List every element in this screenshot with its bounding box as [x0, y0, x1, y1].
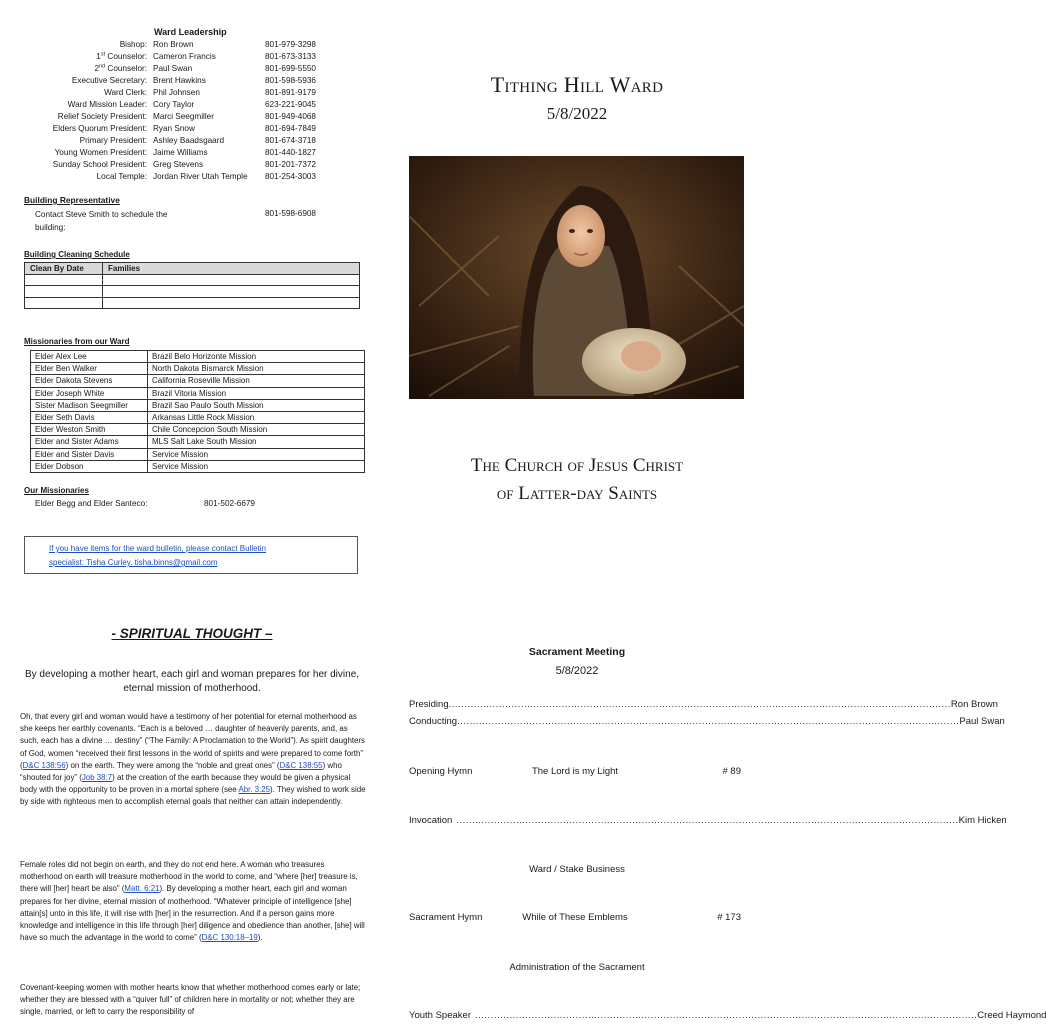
- leadership-phone: 801-979-3298: [265, 40, 316, 49]
- leadership-role: Young Women President:: [54, 148, 147, 157]
- leadership-role: Sunday School President:: [52, 160, 147, 169]
- leadership-row: [0, 148, 330, 160]
- missionary-name: Elder Dobson: [31, 460, 148, 472]
- leadership-phone: 801-674-3718: [265, 136, 316, 145]
- our-missionaries-names: Elder Begg and Elder Santeco:: [35, 499, 148, 508]
- administration-of-sacrament: Administration of the Sacrament: [509, 962, 645, 973]
- leadership-role: Ward Mission Leader:: [67, 100, 147, 109]
- mission-name: Service Mission: [148, 460, 365, 472]
- leadership-name: Ashley Baadsgaard: [153, 136, 225, 145]
- missionary-name: Elder and Sister Adams: [31, 436, 148, 448]
- bulletin-link-line1[interactable]: If you have items for the ward bulletin, please contact Bulletin: [49, 544, 267, 553]
- leadership-name: Paul Swan: [153, 64, 193, 73]
- church-name: The Church of Jesus Christ of Latter-day Saints: [470, 455, 684, 504]
- table-row: [31, 424, 365, 436]
- leadership-row: [0, 160, 330, 172]
- ward-leadership-list: [0, 40, 330, 186]
- leadership-role: Elders Quorum President:: [52, 124, 147, 133]
- leadership-row: [0, 52, 330, 64]
- col-clean-by-date: Clean By Date: [25, 263, 103, 275]
- building-rep-phone: 801-598-6908: [265, 209, 316, 218]
- table-row: [31, 436, 365, 448]
- sacrament-meeting-date: 5/8/2022: [555, 665, 599, 677]
- leadership-name: Brent Hawkins: [153, 76, 206, 85]
- sacrament-meeting-title: Sacrament Meeting: [528, 646, 626, 658]
- leadership-row: [0, 64, 330, 76]
- leadership-row: [0, 88, 330, 100]
- mission-name: California Roseville Mission: [148, 375, 365, 387]
- leadership-name: Marci Seegmiller: [153, 112, 214, 121]
- mission-name: Brazil Sao Paulo South Mission: [148, 399, 365, 411]
- leadership-role: Primary President:: [79, 136, 147, 145]
- spiritual-thought-title: - SPIRITUAL THOUGHT –: [111, 626, 273, 641]
- table-row: [31, 399, 365, 411]
- leadership-phone: 801-201-7372: [265, 160, 316, 169]
- table-row: [31, 375, 365, 387]
- leadership-role: Local Temple:: [96, 172, 147, 181]
- bulletin-date: 5/8/2022: [546, 104, 608, 123]
- leadership-role: 2nd Counselor:: [94, 63, 147, 73]
- spiritual-thought-lead: By developing a mother heart, each girl and woman prepares for her divine, eternal mission of motherhood.: [24, 669, 360, 694]
- missionaries-ward-heading: Missionaries from our Ward: [24, 337, 130, 346]
- leadership-name: Ron Brown: [153, 40, 194, 49]
- cleaning-schedule-table: [24, 262, 360, 309]
- ward-stake-business: Ward / Stake Business: [529, 864, 625, 875]
- leadership-phone: 801-694-7849: [265, 124, 316, 133]
- leadership-name: Jordan River Utah Temple: [153, 172, 248, 181]
- bulletin-link-line2[interactable]: specialist: Tisha Curley. tisha.binns@gmail.com: [49, 558, 218, 567]
- building-rep-heading: Building Representative: [24, 195, 120, 205]
- leadership-phone: 623-221-9045: [265, 100, 316, 109]
- leadership-role: 1st Counselor:: [96, 51, 147, 61]
- invocation-row: Invocation ................................................................................................................................................................ Kim Hicken: [409, 815, 1007, 826]
- table-row: [25, 286, 360, 298]
- leadership-row: [0, 112, 330, 124]
- table-row: [31, 448, 365, 460]
- leadership-name: Jaime Williams: [153, 148, 208, 157]
- missionary-name: Elder Weston Smith: [31, 424, 148, 436]
- mission-name: MLS Salt Lake South Mission: [148, 436, 365, 448]
- missionary-name: Elder Dakota Stevens: [31, 375, 148, 387]
- leadership-name: Greg Stevens: [153, 160, 204, 169]
- leadership-phone: 801-949-4068: [265, 112, 316, 121]
- mission-name: Chile Concepcion South Mission: [148, 424, 365, 436]
- leadership-row: [0, 172, 330, 184]
- leadership-phone: 801-440-1827: [265, 148, 316, 157]
- our-missionaries-heading: Our Missionaries: [24, 486, 89, 495]
- leadership-phone: 801-699-5550: [265, 64, 316, 73]
- ward-name-title: Tithing Hill Ward: [490, 72, 664, 97]
- missionary-name: Elder Alex Lee: [31, 351, 148, 363]
- leadership-row: [0, 100, 330, 112]
- missionaries-table: [30, 350, 365, 473]
- leadership-name: Cory Taylor: [153, 100, 195, 109]
- mission-name: North Dakota Bismarck Mission: [148, 363, 365, 375]
- youth-speaker-row: Youth Speaker ................................................................................................................................................................ Creed Haymond: [409, 1010, 1046, 1021]
- leadership-row: [0, 76, 330, 88]
- spiritual-paragraph-3: Covenant-keeping women with mother hearts know that whether motherhood comes early or late; whether they are blessed with a “quiver full” of children here in mortality or not; whether they are single, married, or left to carry the responsibility of: [20, 983, 361, 1017]
- leadership-phone: 801-891-9179: [265, 88, 316, 97]
- missionary-name: Sister Madison Seegmiller: [31, 399, 148, 411]
- ward-leadership-heading: Ward Leadership: [154, 27, 227, 37]
- mission-name: Arkansas Little Rock Mission: [148, 411, 365, 423]
- table-row: [31, 363, 365, 375]
- table-row: [31, 411, 365, 423]
- mission-name: Service Mission: [148, 448, 365, 460]
- col-families: Families: [103, 263, 360, 275]
- table-row: [25, 274, 360, 286]
- missionary-name: Elder Seth Davis: [31, 411, 148, 423]
- spiritual-paragraph-2: Female roles did not begin on earth, and they do not end here. A woman who treasures motherhood on earth will treasure motherhood in the world to come, and “where [her] treasure is, there will [her] heart be also” (Matt. 6:21). By developing a mother heart, each girl and woman prepares for her divine, eternal mission of motherhood. “Whatever principle of intelligence [she] attain[s] unto in this life, it will rise with [her] in the resurrection. And if a person gains more knowledge and intelligence in this life through [her] diligence and obedience than another, [she] will have so much the advantage in the world to come” (D&C 130:18–19).: [20, 860, 365, 943]
- conducting-row: Conducting ................................................................................................................................................................ Paul Swan: [409, 716, 1005, 727]
- leadership-role: Executive Secretary:: [71, 76, 147, 85]
- table-row: [31, 460, 365, 472]
- leadership-role: Bishop:: [119, 40, 147, 49]
- presiding-row: Presiding ................................................................................................................................................................ Ron Brown: [409, 699, 998, 710]
- building-rep-text: Contact Steve Smith to schedule the building:: [35, 210, 168, 232]
- missionary-name: Elder Joseph White: [31, 387, 148, 399]
- leadership-phone: 801-254-3003: [265, 172, 316, 181]
- table-row: [31, 387, 365, 399]
- leadership-phone: 801-598-5936: [265, 76, 316, 85]
- leadership-row: [0, 124, 330, 136]
- our-missionaries-phone: 801-502-6679: [204, 499, 255, 508]
- sacrament-hymn-row: Sacrament Hymn While of These Emblems # 173: [409, 912, 741, 923]
- spiritual-paragraph-1: Oh, that every girl and woman would have a testimony of her potential for eternal motherhood as she keeps her earthly covenants. “Each is a beloved … daughter of heavenly parents, and, as such, each has a divine … destiny” (“The Family: A Proclamation to the World”). As spirit daughters of God, women “received their first lessons in the world of spirits and were prepared to come forth” (D&C 138:56) on the earth. They were among the “noble and great ones” (D&C 138:55) who “shouted for joy” (Job 38:7) at the creation of the earth because they would be given a physical body with the opportunity to be proven in a mortal sphere (see Abr. 3:25). They wished to work side by side with righteous men to accomplish eternal goals that neither can attain independently.: [20, 712, 366, 807]
- leadership-phone: 801-673-3133: [265, 52, 316, 61]
- leadership-role: Ward Clerk:: [104, 88, 147, 97]
- bulletin-notice-box: [24, 536, 358, 574]
- leadership-name: Ryan Snow: [153, 124, 195, 133]
- table-row: [25, 297, 360, 309]
- table-row: [31, 351, 365, 363]
- leadership-row: [0, 136, 330, 148]
- cleaning-heading: Building Cleaning Schedule: [24, 250, 130, 259]
- mission-name: Brazil Vitoria Mission: [148, 387, 365, 399]
- leadership-name: Phil Johnsen: [153, 88, 200, 97]
- missionary-name: Elder Ben Walker: [31, 363, 148, 375]
- mary-and-child-image: [409, 156, 744, 399]
- leadership-role: Relief Society President:: [57, 112, 147, 121]
- leadership-name: Cameron Francis: [153, 52, 216, 61]
- opening-hymn-row: Opening Hymn The Lord is my Light # 89: [409, 766, 741, 777]
- mission-name: Brazil Belo Horizonte Mission: [148, 351, 365, 363]
- missionary-name: Elder and Sister Davis: [31, 448, 148, 460]
- leadership-row: [0, 40, 330, 52]
